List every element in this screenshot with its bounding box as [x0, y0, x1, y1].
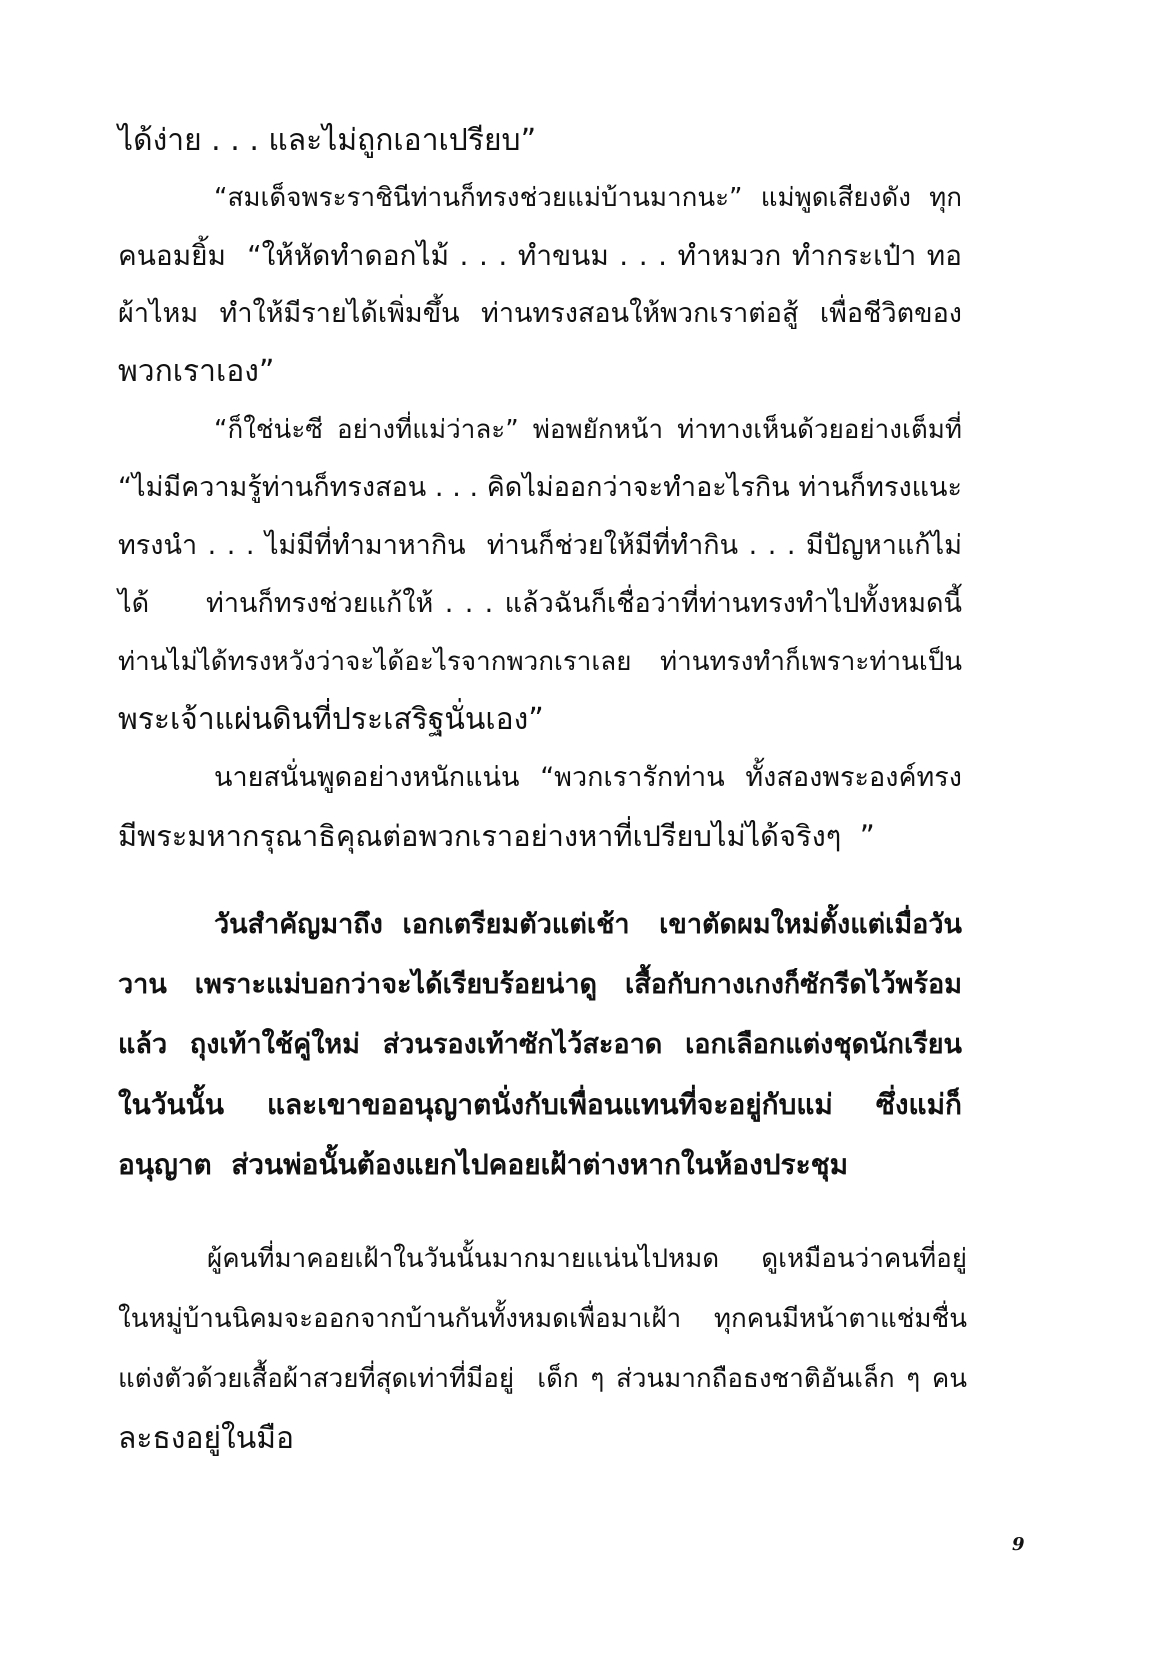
text-line: ได้ง่าย . . . และไม่ถูกเอาเปรียบ” [118, 123, 537, 158]
text-line: แล้ว ถุงเท้าใช้คู่ใหม่ ส่วนรองเท้าซักไว้สะอาด เอกเลือกแต่งชุดนักเรียน [118, 1029, 962, 1060]
text-line: แต่งตัวด้วยเสื้อผ้าสวยที่สุดเท่าที่มีอยู่ เด็ก ๆ ส่วนมากถือธงชาติอันเล็ก ๆ คน [118, 1364, 967, 1394]
text-line: ในหมู่บ้านนิคมจะออกจากบ้านกันทั้งหมดเพื่อมาเฝ้า ทุกคนมีหน้าตาแช่มชื่น [118, 1304, 967, 1334]
text-line: วาน เพราะแม่บอกว่าจะได้เรียบร้อยน่าดู เสื้อกับกางเกงก็ซักรีดไว้พร้อม [118, 969, 962, 1000]
text-line: “ไม่มีความรู้ท่านก็ทรงสอน . . . คิดไม่ออกว่าจะทำอะไรกิน ท่านก็ทรงแนะ [118, 472, 962, 503]
text-line: อนุญาต ส่วนพ่อนั้นต้องแยกไปคอยเฝ้าต่างหากในห้องประชุม [118, 1148, 849, 1181]
text-line: วันสำคัญมาถึง เอกเตรียมตัวแต่เช้า เขาตัดผมใหม่ตั้งแต่เมื่อวัน [214, 909, 962, 940]
text-line: ได้ ท่านก็ทรงช่วยแก้ให้ . . . แล้วฉันก็เชื่อว่าที่ท่านทรงทำไปทั้งหมดนี้ [118, 588, 962, 619]
text-line: คนอมยิ้ม “ให้หัดทำดอกไม้ . . . ทำขนม . . . ทำหมวก ทำกระเป๋า ทอ [118, 239, 962, 272]
text-line: ผู้คนที่มาคอยเฝ้าในวันนั้นมากมายแน่นไปหมด ดูเหมือนว่าคนที่อยู่ [207, 1244, 967, 1274]
text-line: ผ้าไหม ทำให้มีรายได้เพิ่มขึ้น ท่านทรงสอนให้พวกเราต่อสู้ เพื่อชีวิตของ [118, 298, 962, 329]
text-line: ในวันนั้น และเขาขออนุญาตนั่งกับเพื่อนแทนที่จะอยู่กับแม่ ซึ่งแม่ก็ [118, 1088, 962, 1121]
text-line: “ก็ใช่น่ะซี อย่างที่แม่ว่าละ” พ่อพยักหน้า ท่าทางเห็นด้วยอย่างเต็มที่ [214, 415, 962, 445]
text-line: พวกเราเอง” [118, 354, 275, 389]
text-line: พระเจ้าแผ่นดินที่ประเสริฐนั่นเอง” [118, 702, 544, 737]
text-line: ท่านไม่ได้ทรงหวังว่าจะได้อะไรจากพวกเราเลย ท่านทรงทำก็เพราะท่านเป็น [118, 647, 962, 677]
text-line: นายสนั่นพูดอย่างหนักแน่น “พวกเรารักท่าน ทั้งสองพระองค์ทรง [214, 762, 962, 793]
page-number: 9 [1012, 1534, 1025, 1555]
text-line: “สมเด็จพระราชินีท่านก็ทรงช่วยแม่บ้านมากนะ” แม่พูดเสียงดัง ทุก [214, 183, 962, 213]
text-line: ละธงอยู่ในมือ [118, 1421, 295, 1456]
text-line: มีพระมหากรุณาธิคุณต่อพวกเราอย่างหาที่เปรียบไม่ได้จริงๆ ” [118, 819, 875, 853]
text-line: ทรงนำ . . . ไม่มีที่ทำมาหากิน ท่านก็ช่วยให้มีที่ทำกิน . . . มีปัญหาแก้ไม่ [118, 530, 962, 561]
